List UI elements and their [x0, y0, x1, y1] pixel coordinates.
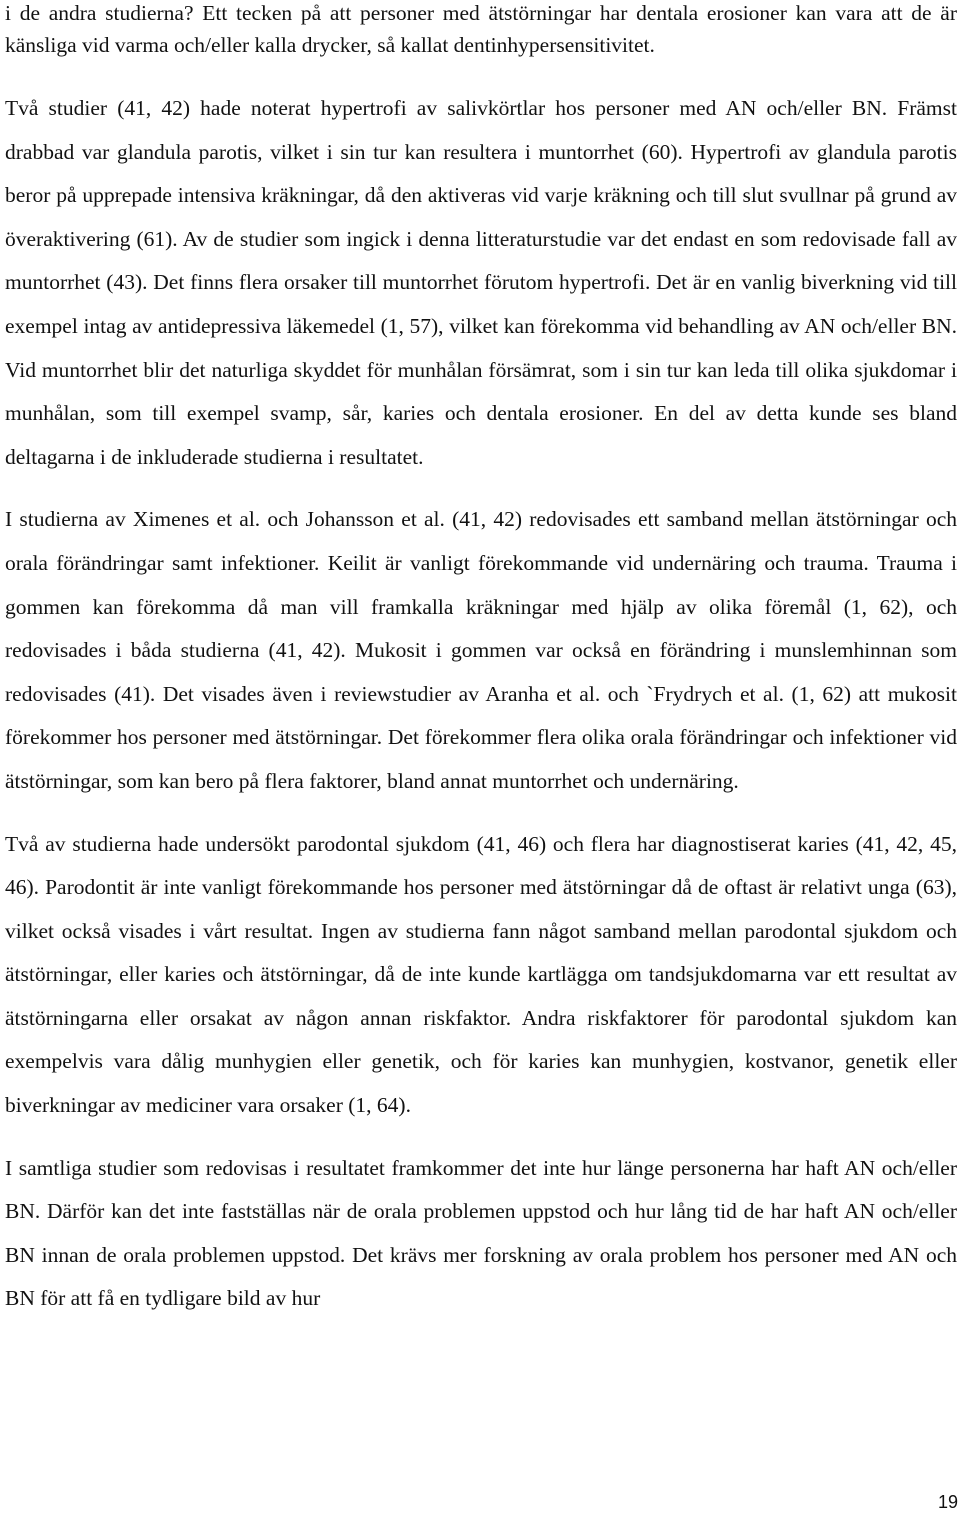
paragraph-gap	[5, 804, 957, 823]
paragraph-gap	[5, 1128, 957, 1147]
paragraph-salivary-glands: Två studier (41, 42) hade noterat hypertrofi av salivkörtlar hos personer med AN och/eller BN. Främst drabbad var glandula parotis, vilket i sin tur kan resultera i muntorrhet (60). Hypertrofi av glandula parotis beror på upprepade intensiva kräkningar, då den aktiveras vid varje kräkning och till slut svullnar på grund av överaktivering (61). Av de studier som ingick i denna litteraturstudie var det endast en som redovisade fall av muntorrhet (43). Det finns flera orsaker till muntorrhet förutom hypertrofi. Det är en vanlig biverkning vid till exempel intag av antidepressiva läkemedel (1, 57), vilket kan förekomma vid behandling av AN och/eller BN. Vid muntorrhet blir det naturliga skyddet för munhålan försämrat, som i sin tur kan leda till olika sjukdomar i munhålan, som till exempel svamp, sår, karies och dentala erosioner. En del av detta kunde ses bland deltagarna i de inkluderade studierna i resultatet.	[5, 96, 957, 469]
paragraph-continuation: i de andra studierna? Ett tecken på att personer med ätstörningar har dentala erosioner kan vara att de är känsliga vid varma och/eller kalla drycker, så kallat dentinhypersensitivitet.	[5, 1, 957, 57]
paragraph-periodontal-disease: Två av studierna hade undersökt parodontal sjukdom (41, 46) och flera har diagnostiserat karies (41, 42, 45, 46). Parodontit är inte vanligt förekommande hos personer med ätstörningar då de oftast är relativt unga (63), vilket också visades i vårt resultat. Ingen av studierna fann något samband mellan parodontal sjukdom och ätstörningar, eller karies och ätstörningar, då de inte kunde kartlägga om tandsjukdomarna var ett resultat av ätstörningarna eller orsakat av någon annan riskfaktor. Andra riskfaktorer för parodontal sjukdom kan exempelvis vara dålig munhygien eller genetik, och för karies kan munhygien, kostvanor, genetik eller biverkningar av mediciner vara orsaker (1, 64).	[5, 831, 957, 1118]
paragraph-gap	[5, 61, 957, 87]
document-page	[5, 0, 957, 1321]
paragraph-gap	[5, 479, 957, 498]
paragraph-oral-changes: I studierna av Ximenes et al. och Johansson et al. (41, 42) redovisades ett samband mellan ätstörningar och orala förändringar samt infektioner. Keilit är vanligt förekommande vid undernäring och trauma. Trauma i gommen kan förekomma då man vill framkalla kräkningar med hjälp av olika föremål (1, 62), och redovisades i båda studierna (41, 42). Mukosit i gommen var också en förändring i munslemhinnan som redovisades (41). Det visades även i reviewstudier av Aranha et al. och `Frydrych et al. (1, 62) att mukosit förekommer hos personer med ätstörningar. Det förekommer flera olika orala förändringar och infektioner vid ätstörningar, som kan bero på flera faktorer, bland annat muntorrhet och undernäring.	[5, 507, 957, 793]
paragraph-duration: I samtliga studier som redovisas i resultatet framkommer det inte hur länge personerna har haft AN och/eller BN. Därför kan det inte fastställas när de orala problemen uppstod och hur lång tid de har haft AN och/eller BN innan de orala problemen uppstod. Det krävs mer forskning av orala problem hos personer med AN och BN för att få en tydligare bild av hur	[5, 1155, 957, 1311]
page-number: 19	[937, 1492, 958, 1512]
